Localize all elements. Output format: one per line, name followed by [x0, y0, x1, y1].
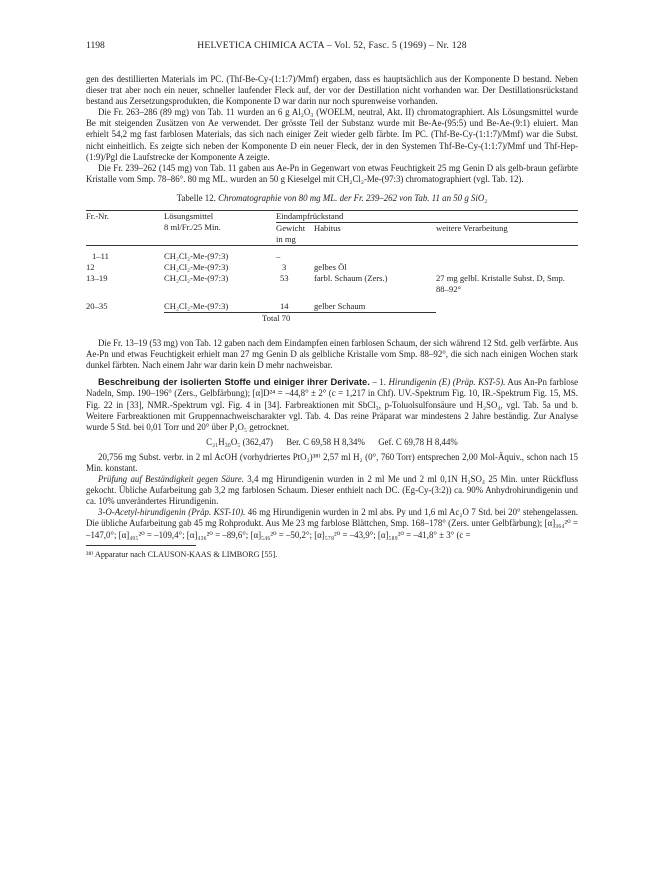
- page: [86, 40, 578, 560]
- analysis-line: [86, 437, 578, 448]
- section-text: Aus An-Pn farblose Nadeln, Smp. 190–196° (Zers., Gelbfärbung); [α]D²⁴ = –44,8° ± 2° (c = 1,217 in Chf). UV.-Spektrum Fig. 10, IR.-Spektrum Fig. 15, MS. Fig. 22 in [33], NMR.-Spektrum vgl. Fig. 4 in [34]. Farbreaktionen mit SbCl₃, p-Toluolsulfonsäure und H₂SO₄, vgl. Tab. 5a und b. Weitere Farbreaktionen mit Gruppennachweischarakter vgl. Tab. 4. Das reine Präparat war mindestens 2 Jahre beständig. Zur Analyse wurde 5 Std. bei 0,01 Torr und 20° über P₂O₅ getrocknet.: [86, 377, 579, 432]
- header-weight: Gewicht in mg: [276, 223, 314, 246]
- chromatography-table: [86, 210, 578, 324]
- footnote-divider: [86, 545, 196, 546]
- cell-habitus: gelber Schaum: [314, 301, 366, 312]
- journal-line: HELVETICA CHIMICA ACTA – Vol. 52, Fasc. 5 (1969) – Nr. 128: [197, 40, 467, 51]
- table-caption-label: Tabelle 12.: [176, 192, 216, 203]
- cell-solvent: CH₂Cl₂-Me-(97:3): [164, 301, 229, 312]
- cell-habitus: gelbes Öl: [314, 262, 347, 273]
- paragraph-fr-239: Die Fr. 239–262 (145 mg) von Tab. 11 gaben aus Ae-Pn in Gegenwart von etwas Feuchtigkeit 25 mg Genin D als gelb-braun gefärbte Kristalle vom Smp. 78–86°. 80 mg ML. wurden an 50 g Kieselgel mit CH₂Cl₂-Me-(97:3) chromatographiert (vgl. Tab. 12).: [86, 162, 578, 184]
- acetyl-ref: (Präp. KST-10).: [188, 507, 246, 518]
- cell-further: 27 mg gelbl. Kristalle Subst. D, Smp. 88–92°: [436, 273, 565, 295]
- paragraph-fr-263: Die Fr. 263–286 (89 mg) von Tab. 11 wurden an 6 g Al₂O₃ (WOELM, neutral, Akt. II) chromatographiert. Als Lösungsmittel wurde Be mit steigenden Zusätzen von Ae verwendet. Der grösste Teil der Substanz wurde mit Be-Ae-(95:5) und Be-Ae-(9:1) eluiert. Man erhielt 54,2 mg fast farblosen Materials, das sich nach einiger Zeit wieder gelb färbte. Im PC. (Thf-Be-Cy-(1:1:7)/Mmf) war die Subst. nicht einheitlich. Es zeigte sich neben der Komponente D ein neuer Fleck, der in den Systemen Thf-Be-Cy-(1:1:7)/Mmf und Thf-Hep-(1:9)/Pgl die Laufstrecke der Komponente A zeigte.: [86, 107, 578, 162]
- acetyl-paragraph: [86, 507, 578, 540]
- cell-nr: 13–19: [86, 273, 108, 284]
- header-residue: Eindampfrückstand: [276, 211, 578, 223]
- section-item-number: – 1.: [372, 377, 386, 388]
- running-header: [86, 40, 578, 54]
- cell-habitus: [314, 246, 436, 263]
- paragraph-continuation: gen des destillierten Materials im PC. (Thf-Be-Cy-(1:1:7)/Mmf) ergaben, dass es hauptsächlich aus der Komponente D bestand. Neben dieser trat aber noch ein neuer, schneller laufender Fleck auf, der vor der Destillation nicht vorhanden war. Der Destillationsrückstand bestand aus Zersetzungsprodukten, die Komponente D war darin nur noch spurenweise vorhanden.: [86, 74, 578, 107]
- table-header-row: [86, 211, 578, 223]
- cell-further: [436, 295, 578, 313]
- header-habitus: Habitus: [314, 223, 436, 246]
- calculated: Ber. C 69,58 H 8,34%: [286, 436, 365, 447]
- cell-nr: 20–35: [86, 301, 108, 312]
- table-row: [86, 246, 578, 263]
- header-solvent: Lösungsmittel 8 ml/Fr./25 Min.: [164, 211, 276, 246]
- cell-nr: 1–11: [86, 246, 164, 263]
- body-text: [86, 74, 578, 560]
- table-total-row: [86, 313, 578, 325]
- cell-weight: 3: [282, 262, 287, 273]
- cell-habitus: farbl. Schaum (Zers.): [314, 273, 388, 284]
- table-caption: [86, 193, 578, 204]
- cell-solvent: CH₂Cl₂-Me-(97:3): [164, 262, 229, 273]
- table-row: [86, 295, 578, 313]
- acetyl-text: 46 mg Hirundigenin wurden in 2 ml abs. Py und 1,6 ml Ac₂O 7 Std. bei 20° stehengelassen. Die übliche Aufarbeitung gab 45 mg Rohprodukt. Aus Me 23 mg farblose Blättchen, Smp. 168–178° (Zers. unter Gelbfärbung); [α]₃₆₄²⁰ = –147,0°; [α]₄₀₅²⁰ = –109,4°; [α]₄₃₆²⁰ = –89,6°; [α]₅₄₆²⁰ = –50,2°; [α]₅₇₈²⁰ = –43,9°; [α]₅₈₉²⁰ = –41,8° ± 3° (c =: [86, 507, 579, 540]
- header-further: weitere Verarbeitung: [436, 223, 578, 246]
- section-item-ref: (Präp. KST-5).: [452, 377, 506, 388]
- found: Gef. C 69,78 H 8,44%: [378, 436, 458, 447]
- section-heading: Beschreibung der isolierten Stoffe und einiger ihrer Derivate.: [98, 377, 370, 388]
- cell-weight: 14: [280, 301, 289, 312]
- acetyl-heading: 3-O-Acetyl-hirundigenin: [98, 507, 186, 518]
- acid-stability-text: 3,4 mg Hirundigenin wurden in 2 ml Me und 2 ml 0,1N H₂SO₄ 25 Min. unter Rückfluss gekocht. Übliche Aufarbeitung gab 3,2 mg farblosen Schaum. Dieser enthielt nach DC. (Eg-Cy-(3:2)) ca. 90% Anhydrohirundigenin und ca. 10% unverändertes Hirundigenin.: [86, 474, 579, 507]
- cell-weight: 53: [280, 273, 289, 284]
- header-weight-unit: in mg: [276, 234, 296, 245]
- page-number: 1198: [86, 40, 105, 51]
- cell-further: [436, 246, 578, 263]
- table-caption-text: Chromatographie von 80 mg ML. der Fr. 239–262 von Tab. 11 an 50 g SiO₂: [218, 192, 488, 203]
- paragraph-after-table: Die Fr. 13–19 (53 mg) von Tab. 12 gaben nach dem Eindampfen einen farblosen Schaum, der sich während 12 Std. gelb verfärbte. Aus Ae-Pn und etwas Feuchtigkeit erhielt man 27 mg Genin D als gelbliche Kristalle vom Smp. 88–92°, die sich nach einigen Wochen stark dunkel färbten. Nach einem Jahr war darin kein D mehr nachweisbar.: [86, 338, 578, 371]
- cell-nr: 12: [86, 262, 95, 273]
- formula: C₂₁H₃₀O₅ (362,47): [206, 436, 273, 447]
- hydrogenation-paragraph: 20,756 mg Subst. verbr. in 2 ml AcOH (vorhydriertes PtO₂)³⁸⁾ 2,57 ml H₂ (0°, 760 Torr) entsprechen 2,00 Mol-Äquiv., schon nach 15 Min. konstant.: [86, 451, 578, 473]
- cell-weight: –: [276, 246, 314, 263]
- header-solvent-sub: 8 ml/Fr./25 Min.: [164, 222, 221, 233]
- header-fr-nr: Fr.-Nr.: [86, 211, 164, 246]
- table-row: [86, 273, 578, 295]
- section-description: [86, 377, 578, 432]
- footnote: ³⁸⁾ Apparatur nach CLAUSON-KAAS & LIMBORG [55].: [86, 549, 278, 559]
- section-item-name: Hirundigenin (E): [388, 377, 451, 388]
- table-total: Total 70: [276, 313, 436, 325]
- table-row: [86, 262, 578, 273]
- cell-further: [436, 262, 578, 273]
- acid-stability-paragraph: [86, 474, 578, 507]
- cell-solvent: CH₂Cl₂-Me-(97:3): [164, 273, 229, 284]
- acid-stability-heading: Prüfung auf Beständigkeit gegen Säure.: [98, 474, 244, 485]
- cell-solvent: CH₂Cl₂-Me-(97:3): [164, 246, 276, 263]
